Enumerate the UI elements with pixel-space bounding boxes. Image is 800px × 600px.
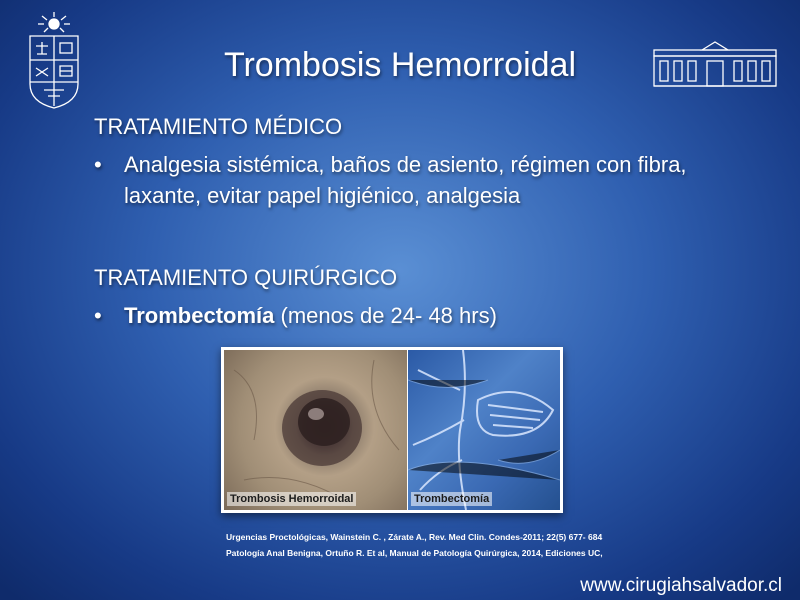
thrombectomy-caption: Trombectomía [411,492,492,506]
bullet-surgical-text [124,300,704,331]
bullet-surgical-rest: (menos de 24- 48 hrs) [274,303,497,328]
bullet-surgical-bold: Trombectomía [124,303,275,328]
heading-medical-treatment: TRATAMIENTO MÉDICO [94,114,343,139]
bullet-medical [94,149,714,213]
bullet-medical-text: Analgesia sistémica, baños de asiento, régimen con fibra, laxante, evitar papel higiénico, analgesia [124,152,687,208]
reference-1: Urgencias Proctológicas, Wainstein C. , Zárate A., Rev. Med Clin. Condes-2011; 22(5) 677- 684 [226,532,603,542]
website-footer: www.cirugiahsalvador.cl [580,575,782,596]
bullet-surgical [94,300,714,332]
bullet-dot: • [94,303,102,328]
clinical-image-panel [221,347,563,513]
thrombosis-photo [224,350,407,510]
reference-2: Patología Anal Benigna, Ortuño R. Et al, Manual de Patología Quirúrgica, 2014, Ediciones UC, [226,548,603,558]
thrombectomy-illustration [408,350,560,510]
slide-title: Trombosis Hemorroidal [223,46,577,84]
thrombosis-caption: Trombosis Hemorroidal [227,492,356,506]
heading-surgical-treatment: TRATAMIENTO QUIRÚRGICO [94,265,398,290]
bullet-dot: • [94,152,102,177]
